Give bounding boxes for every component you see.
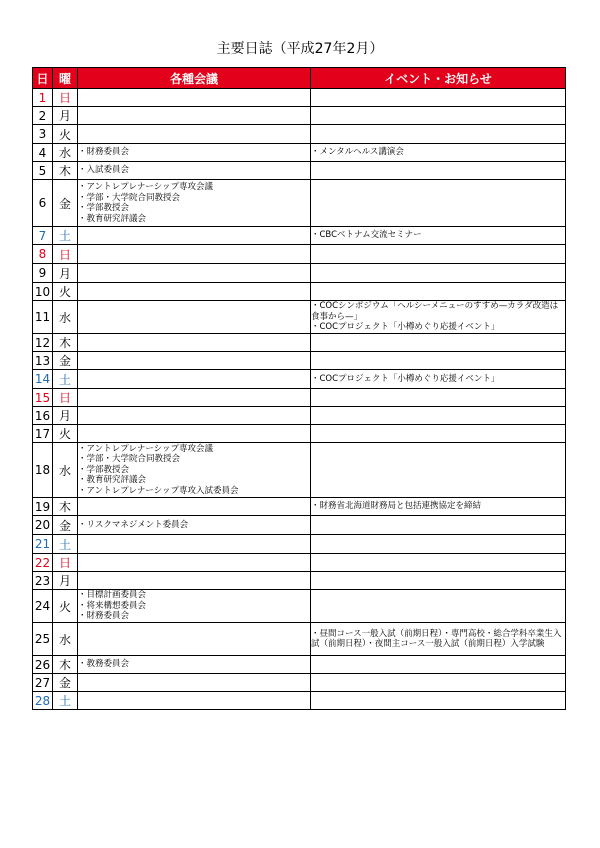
weekday-cell: 火 — [53, 590, 78, 623]
table-row — [33, 554, 566, 572]
meetings-cell — [78, 590, 311, 623]
event-item: ・COCシンポジウム「ヘルシーメニューのすすめ—カラダ改造は食事から—」 — [311, 301, 559, 322]
weekday-cell: 水 — [53, 301, 78, 334]
weekday-cell: 月 — [53, 107, 78, 125]
meeting-item: ・教務委員会 — [78, 659, 130, 670]
day-cell: 21 — [33, 535, 53, 554]
weekday-cell: 金 — [53, 180, 78, 227]
events-cell — [311, 590, 566, 623]
weekday-cell: 土 — [53, 227, 78, 245]
table-row — [33, 301, 566, 334]
day-cell: 26 — [33, 656, 53, 674]
weekday-cell: 日 — [53, 389, 78, 407]
weekday-cell: 水 — [53, 144, 78, 162]
table-row — [33, 370, 566, 389]
table-row — [33, 264, 566, 283]
table-row — [33, 407, 566, 425]
meeting-item: ・学部教授会 — [78, 203, 130, 213]
meetings-cell — [78, 656, 311, 674]
meeting-item: ・学部教授会 — [78, 464, 130, 475]
table-row — [33, 590, 566, 623]
table-row — [33, 180, 566, 227]
meetings-cell — [78, 144, 311, 162]
table-row — [33, 125, 566, 144]
table-header-row — [33, 68, 566, 89]
day-cell: 27 — [33, 674, 53, 692]
events-cell — [311, 227, 566, 245]
event-item: ・COCプロジェクト「小樽めぐり応援イベント」 — [311, 373, 500, 384]
day-cell: 17 — [33, 425, 53, 443]
event-item: ・COCプロジェクト「小樽めぐり応援イベント」 — [311, 322, 500, 333]
table-row — [33, 425, 566, 443]
meeting-item: ・教育研究評議会 — [78, 213, 147, 224]
events-cell — [311, 334, 566, 352]
table-row — [33, 334, 566, 352]
weekday-cell: 水 — [53, 443, 78, 498]
meeting-item: ・アントレプレナーシップ専攻入試委員会 — [78, 485, 239, 496]
meeting-item: ・教育研究評議会 — [78, 475, 147, 486]
meetings-cell — [78, 283, 311, 301]
day-cell: 12 — [33, 334, 53, 352]
day-cell: 11 — [33, 301, 53, 334]
events-cell — [311, 283, 566, 301]
table-row — [33, 516, 566, 535]
table-row — [33, 352, 566, 370]
table-row — [33, 535, 566, 554]
events-cell — [311, 425, 566, 443]
events-cell — [311, 89, 566, 107]
event-item: ・財務省北海道財務局と包括連携協定を締結 — [311, 501, 482, 512]
meetings-cell — [78, 535, 311, 554]
day-cell: 3 — [33, 125, 53, 144]
table-row — [33, 572, 566, 590]
events-cell — [311, 535, 566, 554]
day-cell: 19 — [33, 498, 53, 516]
weekday-cell: 火 — [53, 425, 78, 443]
table-row — [33, 443, 566, 498]
meetings-cell — [78, 125, 311, 144]
events-cell — [311, 692, 566, 710]
weekday-cell: 日 — [53, 245, 78, 264]
day-cell: 4 — [33, 144, 53, 162]
meetings-cell — [78, 674, 311, 692]
table-row — [33, 389, 566, 407]
day-cell: 20 — [33, 516, 53, 535]
meetings-cell — [78, 443, 311, 498]
meetings-cell — [78, 180, 311, 227]
table-row — [33, 89, 566, 107]
day-cell: 9 — [33, 264, 53, 283]
meetings-cell — [78, 516, 311, 535]
day-cell: 28 — [33, 692, 53, 710]
table-row — [33, 674, 566, 692]
weekday-cell: 火 — [53, 283, 78, 301]
table-row — [33, 227, 566, 245]
events-cell — [311, 144, 566, 162]
table-row — [33, 692, 566, 710]
day-cell: 14 — [33, 370, 53, 389]
meeting-item: ・財務委員会 — [78, 611, 130, 622]
meeting-item: ・アントレプレナーシップ専攻会議 — [78, 443, 213, 454]
meetings-cell — [78, 572, 311, 590]
meetings-cell — [78, 227, 311, 245]
day-cell: 18 — [33, 443, 53, 498]
table-row — [33, 656, 566, 674]
weekday-cell: 土 — [53, 370, 78, 389]
header-weekday: 曜 — [53, 68, 78, 89]
events-cell — [311, 180, 566, 227]
weekday-cell: 月 — [53, 407, 78, 425]
page-title: 主要日誌（平成27年2月） — [216, 41, 384, 57]
events-cell — [311, 516, 566, 535]
events-cell — [311, 264, 566, 283]
meetings-cell — [78, 692, 311, 710]
event-item: ・昼間コース一般入試（前期日程）・専門高校・総合学科卒業生入試（前期日程）・夜間主コース一般入試（前期日程）入学試験 — [311, 628, 562, 649]
day-cell: 2 — [33, 107, 53, 125]
weekday-cell: 金 — [53, 352, 78, 370]
meetings-cell — [78, 498, 311, 516]
events-cell — [311, 623, 566, 656]
meetings-cell — [78, 407, 311, 425]
event-item: ・CBCベトナム交流セミナー — [311, 230, 422, 241]
events-cell — [311, 370, 566, 389]
events-cell — [311, 352, 566, 370]
weekday-cell: 日 — [53, 89, 78, 107]
meetings-cell — [78, 334, 311, 352]
meetings-cell — [78, 623, 311, 656]
meeting-item: ・入試委員会 — [78, 165, 130, 176]
meetings-cell — [78, 301, 311, 334]
table-row — [33, 498, 566, 516]
events-cell — [311, 162, 566, 180]
weekday-cell: 金 — [53, 674, 78, 692]
events-cell — [311, 107, 566, 125]
meeting-item: ・学部・大学院合同教授会 — [78, 192, 181, 203]
weekday-cell: 土 — [53, 692, 78, 710]
table-row — [33, 162, 566, 180]
events-cell — [311, 443, 566, 498]
diary-table — [32, 67, 566, 710]
weekday-cell: 月 — [53, 264, 78, 283]
header-events: イベント・お知らせ — [311, 68, 566, 89]
events-cell — [311, 656, 566, 674]
table-row — [33, 623, 566, 656]
header-meetings: 各種会議 — [78, 68, 311, 89]
day-cell: 7 — [33, 227, 53, 245]
day-cell: 22 — [33, 554, 53, 572]
table-row — [33, 144, 566, 162]
meetings-cell — [78, 89, 311, 107]
day-cell: 6 — [33, 180, 53, 227]
weekday-cell: 月 — [53, 572, 78, 590]
meetings-cell — [78, 107, 311, 125]
meeting-item: ・アントレプレナーシップ専攻会議 — [78, 182, 213, 192]
meetings-cell — [78, 162, 311, 180]
events-cell — [311, 674, 566, 692]
events-cell — [311, 572, 566, 590]
day-cell: 25 — [33, 623, 53, 656]
meetings-cell — [78, 370, 311, 389]
table-row — [33, 107, 566, 125]
events-cell — [311, 498, 566, 516]
table-row — [33, 245, 566, 264]
meeting-item: ・将来構想委員会 — [78, 600, 147, 611]
table-row — [33, 283, 566, 301]
weekday-cell: 火 — [53, 125, 78, 144]
meeting-item: ・目標計画委員会 — [78, 590, 147, 601]
meeting-item: ・財務委員会 — [78, 147, 130, 158]
weekday-cell: 水 — [53, 623, 78, 656]
events-cell — [311, 407, 566, 425]
weekday-cell: 金 — [53, 516, 78, 535]
meetings-cell — [78, 389, 311, 407]
day-cell: 1 — [33, 89, 53, 107]
day-cell: 13 — [33, 352, 53, 370]
meeting-item: ・学部・大学院合同教授会 — [78, 454, 181, 465]
meetings-cell — [78, 425, 311, 443]
weekday-cell: 木 — [53, 498, 78, 516]
meeting-item: ・リスクマネジメント委員会 — [78, 519, 189, 530]
events-cell — [311, 125, 566, 144]
day-cell: 24 — [33, 590, 53, 623]
events-cell — [311, 554, 566, 572]
weekday-cell: 木 — [53, 656, 78, 674]
header-day: 日 — [33, 68, 53, 89]
events-cell — [311, 301, 566, 334]
weekday-cell: 土 — [53, 535, 78, 554]
meetings-cell — [78, 554, 311, 572]
day-cell: 10 — [33, 283, 53, 301]
events-cell — [311, 245, 566, 264]
meetings-cell — [78, 245, 311, 264]
events-cell — [311, 389, 566, 407]
weekday-cell: 木 — [53, 334, 78, 352]
day-cell: 8 — [33, 245, 53, 264]
event-item: ・メンタルヘルス講演会 — [311, 147, 404, 158]
meetings-cell — [78, 264, 311, 283]
weekday-cell: 木 — [53, 162, 78, 180]
day-cell: 16 — [33, 407, 53, 425]
day-cell: 23 — [33, 572, 53, 590]
day-cell: 5 — [33, 162, 53, 180]
weekday-cell: 日 — [53, 554, 78, 572]
day-cell: 15 — [33, 389, 53, 407]
diary-body — [33, 89, 566, 710]
meetings-cell — [78, 352, 311, 370]
